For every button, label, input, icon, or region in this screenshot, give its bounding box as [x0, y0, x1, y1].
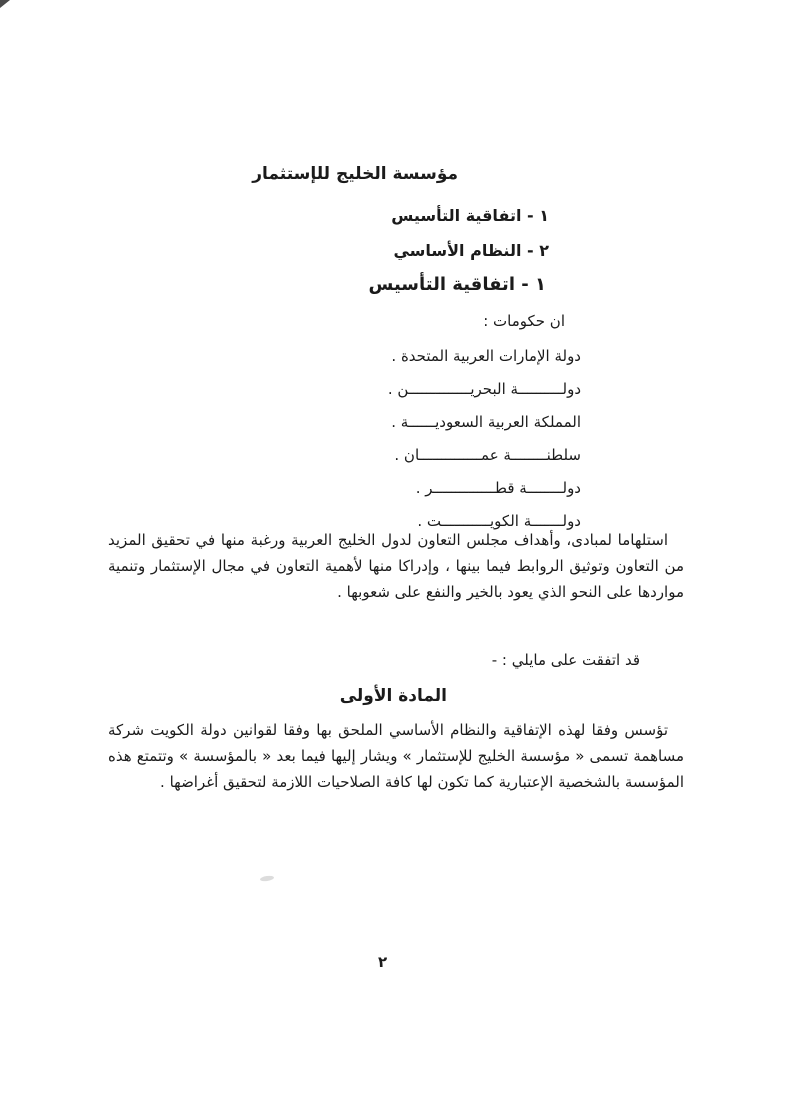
toc-item-articles-of-association: ٢ - النظام الأساسي [393, 241, 549, 260]
agreement-line: قد اتفقت على مايلي : - [491, 651, 640, 669]
article-one-body: تؤسس وفقا لهذه الإتفاقية والنظام الأساسي الملحق بها وفقا لقوانين دولة الكويت شركة مساهمة تسمى « مؤسسة الخليج للإستثمار » ويشار إليها فيما بعد « بالمؤسسة » وتتمتع هذه المؤسسة بالشخصية الإعتبارية كما تكون لها كافة الصلاحيات اللازمة لتحقيق أغراضها . [108, 721, 684, 791]
scan-artifact [260, 875, 275, 882]
country-line-oman: سلطنــــــــة عمــــــــــــــان . [394, 446, 581, 464]
preamble-paragraph: استلهاما لمبادى، وأهداف مجلس التعاون لدول الخليج العربية ورغبة منها في تحقيق المزيد من التعاون وتوثيق الروابط فيما بينها ، وإدراكا منها لأهمية التعاون في مجال الإستثمار وتنمية مواردها على النحو الذي يعود بالخير والنفع على شعوبها . [108, 531, 684, 601]
country-line-kuwait: دولـــــــة الكويـــــــــــت . [417, 512, 581, 530]
country-line-saudi-arabia: المملكة العربية السعوديــــــة . [391, 413, 581, 431]
country-line-uae: دولة الإمارات العربية المتحدة . [391, 347, 581, 365]
document-title: مؤسسة الخليج للإستثمار [252, 164, 458, 184]
section-heading-founding-agreement: ١ - اتفاقية التأسيس [368, 274, 546, 295]
article-one-heading: المادة الأولى [339, 686, 447, 706]
country-line-qatar: دولــــــــة قطــــــــــــــر . [415, 479, 581, 497]
scan-artifact-corner [0, 0, 10, 8]
page-number: ٢ [378, 953, 388, 971]
governments-intro: ان حكومات : [483, 312, 565, 330]
country-line-bahrain: دولــــــــــة البحريــــــــــــــن . [387, 380, 581, 398]
toc-item-founding-agreement: ١ - اتفاقية التأسيس [391, 206, 549, 225]
